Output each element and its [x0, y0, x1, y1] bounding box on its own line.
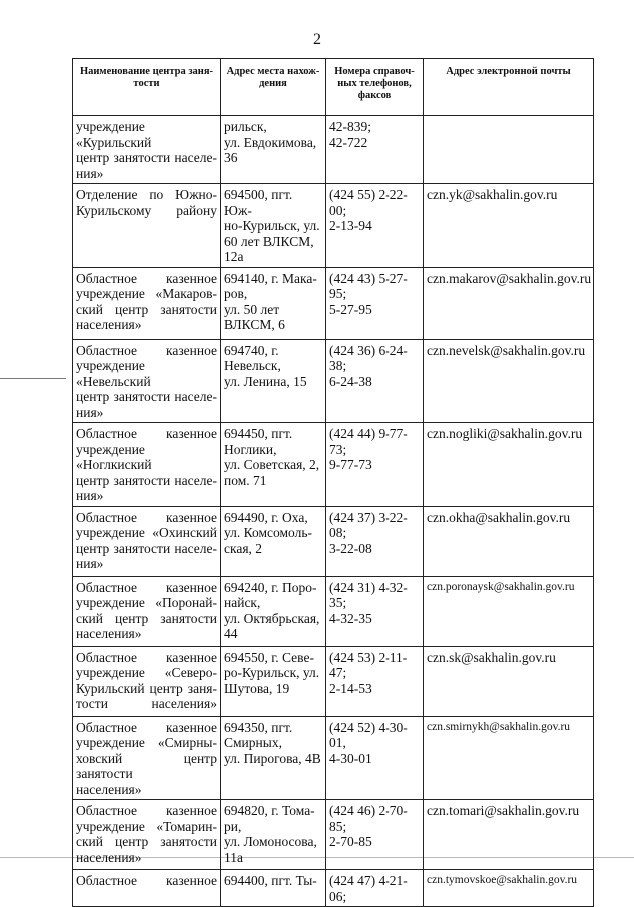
center-name-cell: Областное казенное учреждение «Ноглкиский центр занятости населе- ния»	[73, 423, 221, 507]
phones-cell: (424 36) 6-24-38; 6-24-38	[326, 339, 424, 423]
center-name-cell: Отделение по Южно- Курильскому району	[73, 184, 221, 268]
header-email: Адрес электронной почты	[424, 59, 594, 116]
table-row	[73, 423, 594, 507]
table-row	[73, 870, 594, 907]
table-row	[73, 716, 594, 800]
table-row	[73, 184, 594, 268]
scan-margin-mark	[0, 378, 66, 379]
phones-cell: (424 53) 2-11-47; 2-14-53	[326, 646, 424, 716]
email-cell	[424, 116, 594, 184]
page-number: 2	[313, 31, 321, 48]
center-name-cell: Областное казенное учреждение «Охинский центр занятости населе- ния»	[73, 506, 221, 576]
address-cell: 694140, г. Мака- ров, ул. 50 лет ВЛКСМ, 6	[221, 267, 326, 339]
email-cell: czn.tomari@sakhalin.gov.ru	[424, 800, 594, 870]
email-cell: czn.nogliki@sakhalin.gov.ru	[424, 423, 594, 507]
phones-cell: (424 43) 5-27-95; 5-27-95	[326, 267, 424, 339]
address-cell: 694400, пгт. Ты-	[221, 870, 326, 907]
phones-cell: 42-839; 42-722	[326, 116, 424, 184]
phones-cell: (424 31) 4-32-35; 4-32-35	[326, 576, 424, 646]
table-row	[73, 267, 594, 339]
center-name-cell: Областное казенное учреждение «Макаров- ский центр занятости населения»	[73, 267, 221, 339]
table-row	[73, 800, 594, 870]
email-cell: czn.makarov@sakhalin.gov.ru	[424, 267, 594, 339]
address-cell: 694500, пгт. Юж- но-Курильск, ул. 60 лет ВЛКСМ, 12а	[221, 184, 326, 268]
email-cell: czn.okha@sakhalin.gov.ru	[424, 506, 594, 576]
email-cell: czn.poronaysk@sakhalin.gov.ru	[424, 576, 594, 646]
address-cell: 694740, г. Невельск, ул. Ленина, 15	[221, 339, 326, 423]
employment-centers-table	[72, 58, 594, 907]
table-row	[73, 506, 594, 576]
email-cell: czn.sk@sakhalin.gov.ru	[424, 646, 594, 716]
phones-cell: (424 55) 2-22-00; 2-13-94	[326, 184, 424, 268]
address-cell: рильск, ул. Евдокимова, 36	[221, 116, 326, 184]
header-center-name: Наименование центра заня- тости	[73, 59, 221, 116]
phones-cell: (424 37) 3-22-08; 3-22-08	[326, 506, 424, 576]
table-row	[73, 339, 594, 423]
phones-cell: (424 52) 4-30-01, 4-30-01	[326, 716, 424, 800]
table-header-row	[73, 59, 594, 116]
email-cell: czn.tymovskoe@sakhalin.gov.ru	[424, 870, 594, 907]
address-cell: 694820, г. Тома- ри, ул. Ломоносова, 11а	[221, 800, 326, 870]
center-name-cell: Областное казенное учреждение «Томарин- ский центр занятости населения»	[73, 800, 221, 870]
phones-cell: (424 47) 4-21-06;	[326, 870, 424, 907]
table-row	[73, 576, 594, 646]
phones-cell: (424 44) 9-77-73; 9-77-73	[326, 423, 424, 507]
address-cell: 694450, пгт. Ноглики, ул. Советская, 2, пом. 71	[221, 423, 326, 507]
center-name-cell: Областное казенное учреждение «Смирны- ховский центр занятости населения»	[73, 716, 221, 800]
email-cell: czn.yk@sakhalin.gov.ru	[424, 184, 594, 268]
center-name-cell: учреждение «Курильский центр занятости населе- ния»	[73, 116, 221, 184]
header-address: Адрес места нахож- дения	[221, 59, 326, 116]
address-cell: 694350, пгт. Смирных, ул. Пирогова, 4В	[221, 716, 326, 800]
email-cell: czn.smirnykh@sakhalin.gov.ru	[424, 716, 594, 800]
address-cell: 694490, г. Оха, ул. Комсомоль- ская, 2	[221, 506, 326, 576]
address-cell: 694240, г. Поро- найск, ул. Октябрьская, 44	[221, 576, 326, 646]
header-phones: Номера справоч- ных телефонов, факсов	[326, 59, 424, 116]
phones-cell: (424 46) 2-70-85; 2-70-85	[326, 800, 424, 870]
center-name-cell: Областное казенное учреждение «Поронай- ский центр занятости населения»	[73, 576, 221, 646]
email-cell: czn.nevelsk@sakhalin.gov.ru	[424, 339, 594, 423]
address-cell: 694550, г. Севе- ро-Курильск, ул. Шутова, 19	[221, 646, 326, 716]
center-name-cell: Областное казенное учреждение «Невельский центр занятости населе- ния»	[73, 339, 221, 423]
center-name-cell: Областное казенное учреждение «Северо- Курильский центр заня- тости населения»	[73, 646, 221, 716]
center-name-cell: Областное казенное	[73, 870, 221, 907]
table-row	[73, 646, 594, 716]
table-row	[73, 116, 594, 184]
